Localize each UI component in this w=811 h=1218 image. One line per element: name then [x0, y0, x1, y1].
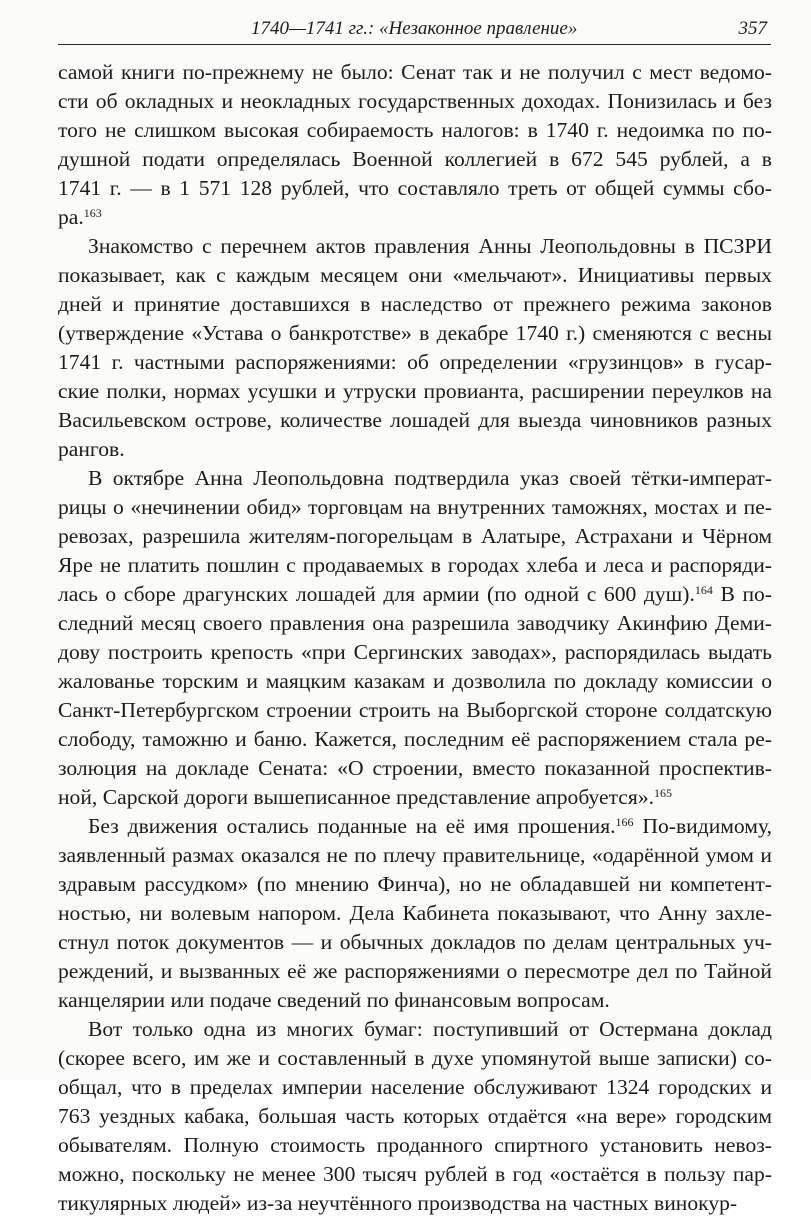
- line-text: того не слишком высокая собираемость налогов: в 1740 г. недоимка по по-: [58, 118, 772, 142]
- line-text: рицы о «нечинении обид» торговцам на внутренних таможнях, мостах и пе-: [58, 495, 772, 519]
- line-text: следний месяц своего правления она разрешила заводчику Акинфию Деми-: [58, 611, 772, 635]
- running-title: 1740—1741 гг.: «Незаконное правление»: [251, 18, 578, 39]
- text-line: [58, 580, 772, 609]
- line-text: 763 уездных кабака, большая часть которых отдаётся «на вере» городским: [58, 1104, 772, 1128]
- line-text: Санкт-Петербургском строении строить на Выборгской стороне солдатскую: [58, 698, 772, 722]
- footnote-marker: 166: [615, 814, 634, 829]
- text-line: [58, 493, 772, 522]
- line-text: ские полки, нормах усушки и утруски провианта, расширении переулков на: [58, 379, 772, 403]
- line-text: заявленный размах оказался не по плечу правительнице, «одарённой умом и: [58, 843, 772, 867]
- text-line: [58, 1073, 772, 1102]
- text-line: [58, 667, 772, 696]
- paragraph: [58, 58, 772, 232]
- line-text: дову построить крепость «при Сергинских заводах», распорядилась выдать: [58, 640, 772, 664]
- line-text: Васильевском острове, количестве лошадей для выезда чиновников разных: [58, 408, 772, 432]
- text-line: [58, 348, 772, 377]
- text-line: [58, 435, 772, 464]
- text-line: [58, 725, 772, 754]
- line-text: можно, поскольку не менее 300 тысяч рублей в год «остаётся в пользу пар-: [58, 1162, 772, 1186]
- line-text: слободу, таможню и баню. Кажется, последним её распоряжением стала ре-: [58, 727, 772, 751]
- line-text: самой книги по-прежнему не было: Сенат так и не получил с мест ведомо-: [58, 60, 772, 84]
- paragraph: [58, 1015, 772, 1218]
- footnote-marker: 163: [83, 205, 102, 220]
- footnote-marker: 164: [694, 582, 713, 597]
- page-number: 357: [738, 18, 767, 39]
- body-text: [58, 58, 772, 1218]
- text-line: [58, 696, 772, 725]
- text-line: [58, 87, 772, 116]
- text-line: [58, 261, 772, 290]
- paragraph: [58, 232, 772, 464]
- text-line: [58, 841, 772, 870]
- paragraph: [58, 464, 772, 812]
- text-line: [58, 899, 772, 928]
- running-header: [58, 14, 771, 45]
- line-text: стнул поток документов — и обычных докладов по делам центральных уч-: [58, 930, 772, 954]
- line-text: 1741 г. — в 1 571 128 рублей, что составляло треть от общей суммы сбо-: [58, 176, 772, 200]
- line-text: ра.: [58, 205, 84, 229]
- line-text: показывает, как с каждым месяцем они «мельчают». Инициативы первых: [58, 263, 772, 287]
- text-line: [58, 1102, 772, 1131]
- line-text: обывателям. Полную стоимость проданного спиртного установить невоз-: [58, 1133, 772, 1157]
- text-line: [58, 928, 772, 957]
- line-text: общал, что в пределах империи население обслуживают 1324 городских и: [58, 1075, 772, 1099]
- text-line: [58, 1189, 772, 1218]
- text-line: [58, 870, 772, 899]
- text-line: [58, 812, 772, 841]
- text-line: [58, 319, 772, 348]
- line-text: Без движения остались поданные на её имя прошения.: [88, 814, 616, 838]
- text-line: [58, 609, 772, 638]
- line-text: По-видимому,: [633, 814, 773, 838]
- line-text: дней и принятие доставшихся в наследство от прежнего режима законов: [58, 292, 772, 316]
- line-text: Яре не платить пошлин с продаваемых в городах хлеба и леса и распоряди-: [58, 553, 772, 577]
- text-line: [58, 174, 772, 203]
- line-text: 1741 г. частными распоряжениями: об определении «грузинцов» в гусар-: [58, 350, 772, 374]
- text-line: [58, 783, 772, 812]
- text-line: [58, 145, 772, 174]
- text-line: [58, 551, 772, 580]
- text-line: [58, 1015, 772, 1044]
- line-text: ностью, ни волевым напором. Дела Кабинета показывают, что Анну захле-: [58, 901, 772, 925]
- text-line: [58, 957, 772, 986]
- line-text: В по-: [712, 582, 772, 606]
- line-text: ной, Сарской дороги вышеписанное представление апробуется».: [58, 785, 655, 809]
- text-line: [58, 986, 772, 1015]
- line-text: канцелярии или подаче сведений по финансовым вопросам.: [58, 988, 610, 1012]
- line-text: реждений, и вызванных её же распоряжениями о пересмотре дел по Тайной: [58, 959, 772, 983]
- text-line: [58, 406, 772, 435]
- line-text: сти об окладных и неокладных государственных доходах. Понизилась и без: [58, 89, 772, 113]
- line-text: лась о сборе драгунских лошадей для армии (по одной с 600 душ).: [58, 582, 695, 606]
- line-text: здравым рассудком» (по мнению Финча), но не обладавшей ни компетент-: [58, 872, 772, 896]
- line-text: душной подати определялась Военной коллегией в 672 545 рублей, а в: [58, 147, 772, 171]
- paragraph: [58, 812, 772, 1015]
- line-text: рангов.: [58, 437, 125, 461]
- text-line: [58, 58, 772, 87]
- line-text: тикулярных людей» из-за неучтённого производства на частных винокур-: [58, 1191, 738, 1215]
- text-line: [58, 522, 772, 551]
- text-line: [58, 290, 772, 319]
- line-text: В октябре Анна Леопольдовна подтвердила указ своей тётки-императ-: [88, 466, 772, 490]
- line-text: ревозах, разрешила жителям-погорельцам в Алатыре, Астрахани и Чёрном: [58, 524, 772, 548]
- line-text: золюция на докладе Сената: «О строении, вместо показанной проспектив-: [58, 756, 772, 780]
- text-line: [58, 464, 772, 493]
- footnote-marker: 165: [654, 785, 673, 800]
- line-text: Вот только одна из многих бумаг: поступивший от Остермана доклад: [88, 1017, 772, 1041]
- text-line: [58, 1160, 772, 1189]
- text-line: [58, 1044, 772, 1073]
- line-text: жалованье торским и маяцким казакам и дозволила по докладу комиссии о: [58, 669, 772, 693]
- text-line: [58, 754, 772, 783]
- line-text: Знакомство с перечнем актов правления Анны Леопольдовны в ПСЗРИ: [88, 234, 772, 258]
- text-line: [58, 203, 772, 232]
- line-text: (утверждение «Устава о банкротстве» в декабре 1740 г.) сменяются с весны: [58, 321, 772, 345]
- text-line: [58, 232, 772, 261]
- text-line: [58, 1131, 772, 1160]
- text-line: [58, 377, 772, 406]
- text-line: [58, 116, 772, 145]
- line-text: (скорее всего, им же и составленный в духе упомянутой выше записки) со-: [58, 1046, 772, 1070]
- text-line: [58, 638, 772, 667]
